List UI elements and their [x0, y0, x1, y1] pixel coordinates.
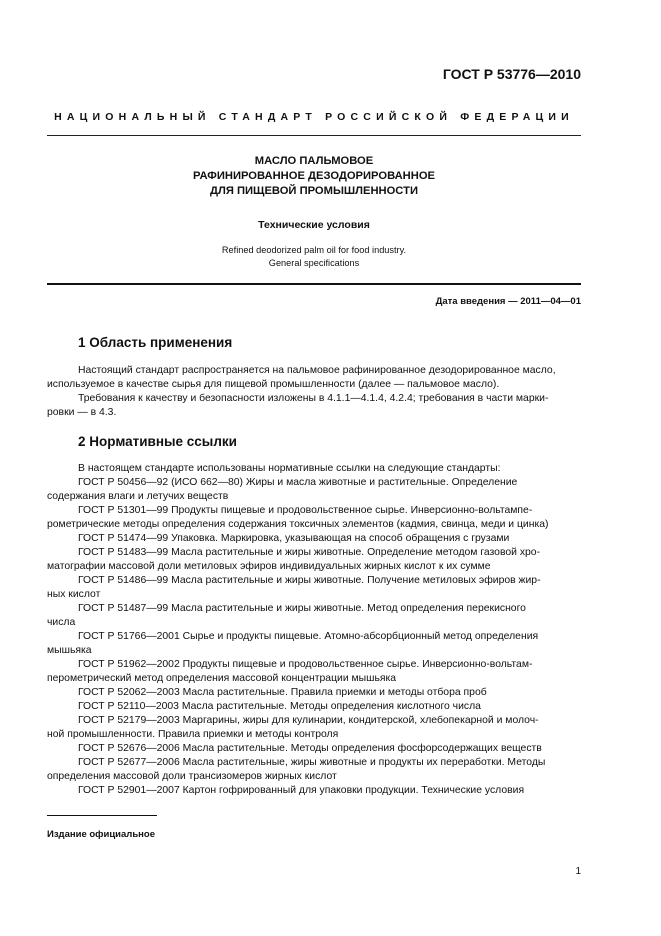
reference-line: ГОСТ Р 51487—99 Масла растительные и жиры животные. Метод определения перекисного	[78, 603, 526, 614]
section-1-line: ровки — в 4.3.	[47, 407, 117, 418]
national-standard-banner: НАЦИОНАЛЬНЫЙ СТАНДАРТ РОССИЙСКОЙ ФЕДЕРАЦИИ	[54, 111, 574, 123]
english-title-line-2: General specifications	[268, 258, 360, 268]
title-line-3: ДЛЯ ПИЩЕВОЙ ПРОМЫШЛЕННОСТИ	[210, 185, 418, 197]
title-line-1: МАСЛО ПАЛЬМОВОЕ	[254, 155, 374, 167]
reference-line: ГОСТ Р 51301—99 Продукты пищевые и продовольственное сырье. Инверсионно-вольтампе-	[78, 505, 533, 516]
reference-line: определения массовой доли трансизомеров жирных кислот	[47, 771, 337, 782]
reference-line: ГОСТ Р 52901—2007 Картон гофрированный для упаковки продукции. Технические условия	[78, 785, 525, 796]
reference-line: мышьяка	[47, 645, 92, 656]
reference-line: ГОСТ Р 51486—99 Масла растительные и жиры животные. Получение метиловых эфиров жир-	[78, 575, 541, 586]
english-title-line-1: Refined deodorized palm oil for food industry.	[221, 245, 407, 255]
section-1-line: Требования к качеству и безопасности изложены в 4.1.1—4.1.4, 4.2.4; требования в части марки-	[78, 393, 549, 404]
section-2-heading: 2 Нормативные ссылки	[78, 434, 237, 449]
reference-line: ГОСТ Р 51474—99 Упаковка. Маркировка, указывающая на способ обращения с грузами	[78, 533, 510, 544]
reference-line: ГОСТ Р 52110—2003 Масла растительные. Методы определения кислотного числа	[78, 701, 481, 712]
reference-line: ГОСТ Р 51962—2002 Продукты пищевые и продовольственное сырье. Инверсионно-вольтам-	[78, 659, 533, 670]
reference-line: матографии массовой доли метиловых эфиров индивидуальных жирных кислот к их сумме	[47, 561, 491, 572]
reference-line: ной промышленности. Правила приемки и методы контроля	[47, 729, 339, 740]
title-rule	[47, 283, 581, 285]
reference-line: рометрические методы определения содержания токсичных элементов (кадмия, свинца, меди и цинка)	[47, 519, 549, 530]
reference-line: перометрический метод определения массовой концентрации мышьяка	[47, 673, 397, 684]
introduction-date: Дата введения — 2011—04—01	[435, 296, 581, 307]
reference-line: ГОСТ Р 52677—2006 Масла растительные, жиры животные и продукты их переработки. Методы	[78, 757, 546, 768]
header-rule	[47, 135, 581, 136]
section-1-heading: 1 Область применения	[78, 335, 233, 350]
reference-line: содержания влаги и летучих веществ	[47, 491, 229, 502]
reference-line: ГОСТ Р 50456—92 (ИСО 662—80) Жиры и масла животные и растительные. Определение	[78, 477, 518, 488]
reference-line: ГОСТ Р 52179—2003 Маргарины, жиры для кулинарии, кондитерской, хлебопекарной и молоч-	[78, 715, 539, 726]
title-line-2: РАФИНИРОВАННОЕ ДЕЗОДОРИРОВАННОЕ	[193, 170, 435, 182]
section-1-line: используемое в качестве сырья для пищевой промышленности (далее — пальмовое масло).	[47, 379, 500, 390]
reference-line: ГОСТ Р 51766—2001 Сырье и продукты пищевые. Атомно-абсорбционный метод определения	[78, 631, 539, 642]
standard-number: ГОСТ Р 53776—2010	[442, 66, 581, 82]
reference-line: ных кислот	[47, 589, 101, 600]
page-number: 1	[575, 866, 581, 877]
reference-line: ГОСТ Р 51483—99 Масла растительные и жиры животные. Определение методом газовой хро-	[78, 547, 541, 558]
section-2-line: В настоящем стандарте использованы нормативные ссылки на следующие стандарты:	[78, 463, 501, 474]
reference-line: числа	[47, 617, 76, 628]
subtitle: Технические условия	[258, 219, 370, 231]
section-1-line: Настоящий стандарт распространяется на пальмовое рафинированное дезодорированное масло,	[78, 365, 556, 376]
official-edition-label: Издание официальное	[47, 829, 155, 840]
reference-line: ГОСТ Р 52062—2003 Масла растительные. Правила приемки и методы отбора проб	[78, 687, 487, 698]
reference-line: ГОСТ Р 52676—2006 Масла растительные. Методы определения фосфорсодержащих веществ	[78, 743, 542, 754]
footer-rule	[47, 815, 157, 816]
